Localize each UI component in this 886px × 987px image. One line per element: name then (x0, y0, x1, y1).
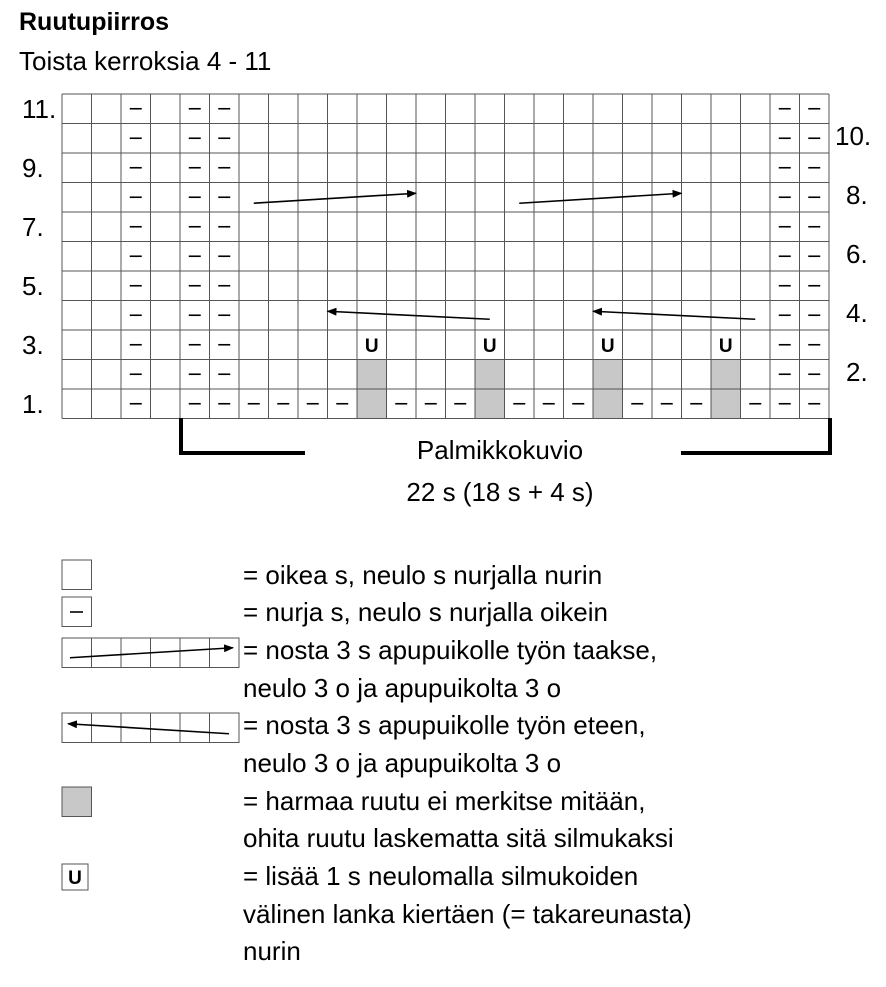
row-label-left: 3. (22, 330, 44, 360)
legend-cable-right-symbol (62, 638, 239, 668)
legend-increase-mark: U (68, 868, 82, 889)
cable-arrow-left (593, 311, 755, 319)
legend-text-gray: ohita ruutu laskematta sitä silmukaksi (243, 823, 674, 853)
increase-mark: U (364, 335, 379, 357)
cable-arrow-right (519, 193, 681, 203)
row-label-left: 9. (22, 153, 44, 183)
legend-text-purl: = nurja s, neulo s nurjalla oikein (243, 597, 608, 627)
row-label-left: 1. (22, 389, 44, 419)
increase-mark: U (600, 335, 615, 357)
legend-text-cable-left: = nosta 3 s apupuikolle työn eteen, (243, 710, 646, 740)
increase-mark: U (482, 335, 497, 357)
row-label-left: 5. (22, 271, 44, 301)
legend-cable-left-symbol (62, 713, 239, 743)
legend-text-cable-right: neulo 3 o ja apupuikolta 3 o (243, 673, 562, 703)
page-title: Ruutupiirros (19, 8, 169, 36)
page-subtitle: Toista kerroksia 4 - 11 (19, 46, 272, 76)
legend-text-increase: välinen lanka kiertäen (= takareunasta) (243, 899, 692, 929)
repeat-label: Palmikkokuvio (416, 435, 584, 465)
row-label-right: 2. (846, 357, 868, 387)
stitch-count: 22 s (18 s + 4 s) (406, 477, 594, 507)
gray-cell (357, 389, 387, 419)
row-label-right: 6. (846, 239, 868, 269)
legend-text-increase: nurin (243, 936, 301, 966)
increase-mark: U (718, 335, 733, 357)
legend-knit-symbol (62, 560, 92, 590)
cable-arrow-left (328, 311, 490, 319)
cable-arrow-right (254, 193, 416, 203)
row-label-right: 8. (846, 180, 868, 210)
row-label-left: 7. (22, 212, 44, 242)
legend-gray-symbol (62, 787, 92, 817)
gray-cell (475, 389, 505, 419)
row-label-right: 4. (846, 298, 868, 328)
gray-cell (711, 360, 741, 390)
gray-cell (475, 360, 505, 390)
row-label-right: 10. (835, 121, 872, 151)
gray-cell (357, 360, 387, 390)
gray-cell (711, 389, 741, 419)
row-label-left: 11. (22, 94, 57, 124)
legend-text-cable-left: neulo 3 o ja apupuikolta 3 o (243, 748, 562, 778)
legend-text-knit: = oikea s, neulo s nurjalla nurin (243, 560, 603, 590)
gray-cell (593, 389, 623, 419)
legend-text-gray: = harmaa ruutu ei merkitse mitään, (243, 786, 646, 816)
gray-cell (593, 360, 623, 390)
legend-text-cable-right: = nosta 3 s apupuikolle työn taakse, (243, 635, 658, 665)
legend-text-increase: = lisää 1 s neulomalla silmukoiden (243, 861, 639, 891)
